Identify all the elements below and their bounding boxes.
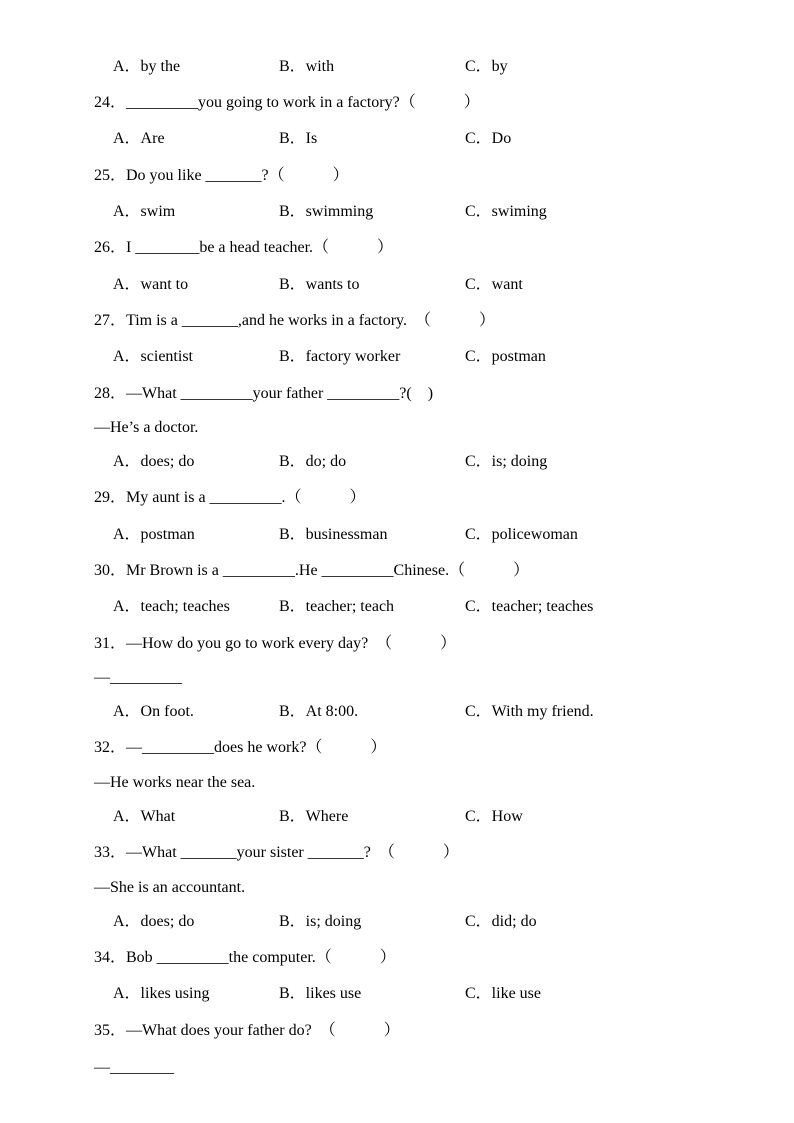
question-29: 29．My aunt is a _________.（ ） xyxy=(94,489,366,506)
answer-line: —_________ xyxy=(94,669,182,686)
answer-line: —________ xyxy=(94,1059,174,1076)
option-a: A．scientist xyxy=(113,348,193,365)
option-a: A．On foot. xyxy=(113,703,194,720)
question-27: 27．Tim is a _______,and he works in a factory. （ ） xyxy=(94,312,496,329)
option-a: A．teach; teaches xyxy=(113,598,230,615)
question-26: 26．I ________be a head teacher.（ ） xyxy=(94,239,394,256)
option-c: C．postman xyxy=(465,348,546,365)
question-35: 35．—What does your father do? （ ） xyxy=(94,1022,400,1039)
option-c: C．want xyxy=(465,276,523,293)
question-34: 34．Bob _________the computer.（ ） xyxy=(94,949,396,966)
option-c: C．How xyxy=(465,808,523,825)
question-30: 30．Mr Brown is a _________.He _________Chinese.（ ） xyxy=(94,562,530,579)
option-c: C．swiming xyxy=(465,203,547,220)
option-b: B．factory worker xyxy=(279,348,401,365)
option-b: B．is; doing xyxy=(279,913,362,930)
question-24: 24．_________you going to work in a factory?（ ） xyxy=(94,94,480,111)
question-28: 28．—What _________your father _________?( ) xyxy=(94,385,434,402)
answer-line: —He’s a doctor. xyxy=(94,419,199,436)
option-c: C．Do xyxy=(465,130,512,147)
option-a: A．does; do xyxy=(113,453,195,470)
option-a: A．does; do xyxy=(113,913,195,930)
option-b: B．with xyxy=(279,58,335,75)
question-25: 25．Do you like _______?（ ） xyxy=(94,167,349,184)
question-32: 32．—_________does he work?（ ） xyxy=(94,739,387,756)
option-b: B．Is xyxy=(279,130,318,147)
option-a: A．by the xyxy=(113,58,181,75)
option-b: B．teacher; teach xyxy=(279,598,395,615)
option-b: B．At 8:00. xyxy=(279,703,359,720)
option-c: C．policewoman xyxy=(465,526,578,543)
option-a: A．postman xyxy=(113,526,195,543)
option-c: C．like use xyxy=(465,985,541,1002)
option-b: B．businessman xyxy=(279,526,388,543)
option-c: C．did; do xyxy=(465,913,537,930)
option-c: C．by xyxy=(465,58,508,75)
option-c: C．teacher; teaches xyxy=(465,598,594,615)
option-a: A．What xyxy=(113,808,176,825)
option-b: B．swimming xyxy=(279,203,374,220)
option-a: A．swim xyxy=(113,203,176,220)
question-31: 31．—How do you go to work every day? （ ） xyxy=(94,635,457,652)
question-33: 33．—What _______your sister _______? （ ） xyxy=(94,844,459,861)
option-a: A．likes using xyxy=(113,985,210,1002)
option-a: A．want to xyxy=(113,276,189,293)
option-b: B．likes use xyxy=(279,985,362,1002)
option-b: B．wants to xyxy=(279,276,360,293)
option-c: C．With my friend. xyxy=(465,703,594,720)
option-c: C．is; doing xyxy=(465,453,548,470)
option-b: B．Where xyxy=(279,808,349,825)
option-b: B．do; do xyxy=(279,453,347,470)
option-a: A．Are xyxy=(113,130,165,147)
answer-line: —She is an accountant. xyxy=(94,879,246,896)
answer-line: —He works near the sea. xyxy=(94,774,256,791)
